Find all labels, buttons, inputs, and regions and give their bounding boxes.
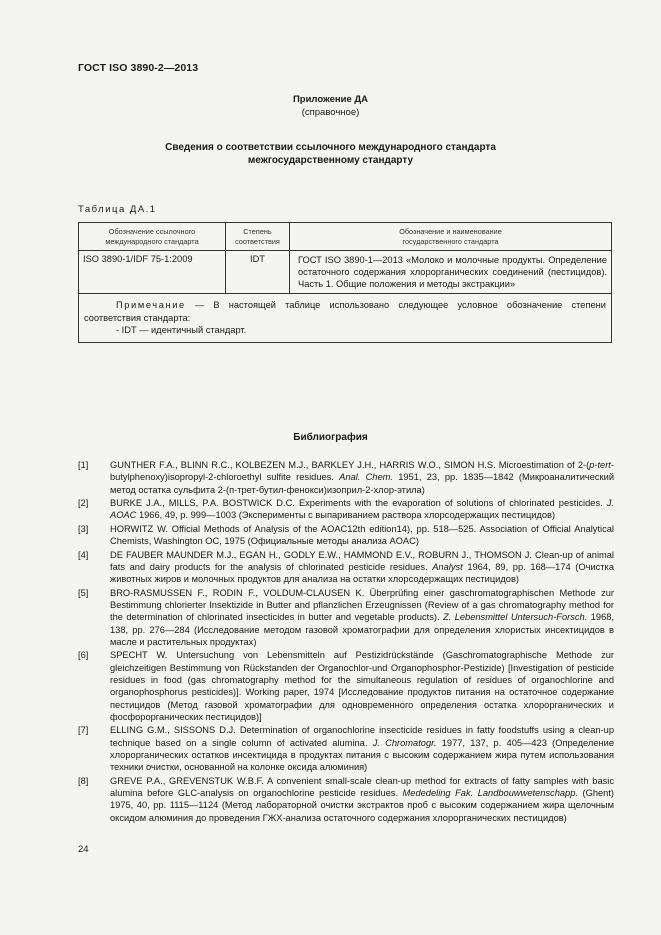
bibliography-entry-text (110, 649, 614, 723)
table-note-row (79, 294, 612, 343)
col-header-ref-line-1: Обозначение ссылочного (108, 227, 196, 236)
cell-degree: IDT (226, 251, 290, 294)
entry-text-part: ELLING G.M., SISSONS D.J. Determination of organochlorine insecticide residues in fatty foodstuffs using a clean-up technique based on a single column of activated alumina. (110, 725, 614, 748)
entry-text-part: 1968, 138, pp. 276—284 (Исследование методом газовой хроматографии для определения хлористых инсектицидов в масле и растительных продуктах) (110, 612, 614, 647)
note-label: Примечание (116, 300, 186, 310)
bibliography-entry (78, 523, 614, 548)
italic-source: Analyst (432, 561, 463, 572)
col-header-ref (79, 223, 226, 251)
bibliography-entry-text (110, 459, 614, 496)
bibliography-entry-text (110, 549, 614, 586)
entry-text-part: 1966, 49, p. 999—1003 (Эксперименты с выпариванием раствора хлорсодержащих пестицидов) (136, 510, 556, 521)
annex-subtitle: (справочное) (301, 107, 360, 118)
entry-text-part: GUNTHER F.A., BLINN R.C., KOLBEZEN M.J., BARKLEY J.H., HARRIS W.O., SIMON H.S. Microestimation of 2-( (110, 460, 590, 470)
bibliography-entry (78, 459, 614, 496)
annex-heading-line-1: Сведения о соответствии ссылочного международного стандарта (165, 142, 496, 153)
entry-text-part: GREVE P.A., GREVENSTUK W.B.F. A convenient small-scale clean-up method for extracts of fatty samples with basic alumina before GLC-analysis on organochlorine pesticide residues. (110, 775, 614, 799)
entry-text-part: DE FAUBER MAUNDER M.J., EGAN H., GODLY E.W., HAMMOND E.V., ROBURN J., THOMSON J. Clean-up of animal fats and dairy products for the analysis of chlorinated pesticide residues. (110, 549, 614, 572)
table-row (79, 251, 612, 294)
italic-source: Z. Lebensmittel Untersuch-Forsch. (443, 612, 588, 623)
col-header-national (290, 223, 612, 251)
annex-heading (120, 141, 541, 167)
italic-source: p-tert (589, 460, 611, 470)
bibliography-entry-number: [6] (78, 650, 89, 661)
table-header-row (79, 223, 612, 251)
col-header-ref-line-2: международного стандарта (105, 236, 199, 246)
col-header-degree-line-1: Степень (243, 227, 272, 236)
page-number: 24 (78, 844, 89, 855)
italic-source: Anal. Chem. (339, 472, 393, 483)
annex-title: Приложение ДА (292, 94, 369, 105)
entry-text-part: -butylphenoxy)isopropyl-2-chloroethyl sulfite residues. (110, 460, 614, 483)
entry-text-part: 1964, 89, pp. 168—174 (Очистка животных жиров и молочных продуктов для анализа на остатки хлорсодержащих пестицидов) (110, 561, 614, 585)
col-header-degree-line-2: соответствия (235, 236, 280, 246)
entry-text-part: 1951, 23, pp. 1835—1842 (Микроаналитический метод остатка сульфита 2-(п-трет-бутил-фенокси)изоприл-2-хлор-этила) (110, 472, 615, 495)
bibliography-entry (78, 775, 614, 824)
bibliography-title: Библиография (293, 432, 368, 443)
italic-source: J. AOAC (110, 498, 614, 521)
note-item: - IDT — идентичный стандарт. (116, 325, 247, 335)
note-indent-2 (84, 325, 116, 335)
bibliography-entry-number: [1] (78, 460, 89, 470)
annex-heading-line-2: межгосударственному стандарту (247, 155, 414, 166)
bibliography-entry (78, 497, 614, 522)
entry-text-part: 1977, 137, p. 405—423 (Определение хлорорганических остатков инсектицида в продуктах питания с высоким содержанием жира путем использования техники очистки, основанной на колонке оксида алюминия) (110, 737, 614, 773)
bibliography-entry-text (110, 587, 614, 648)
bibliography-entry-number: [5] (78, 587, 89, 598)
bibliography-entry-text (110, 775, 614, 824)
bibliography-list (78, 459, 614, 825)
entry-text-part: SPECHT W. Untersuchung von Lebensmitteln auf Pestizidrückstände (Gaschromatographische Methode zur gleichzeitigen Bestimmung von Rückstanden der Organochlor-und Organophosphor-Pestizide) [Investigation of pesticide residues in food (gas chromatography method for the simultaneous regulation of residues of organochlorine and organophosphorus pesticides)]. Working paper, 1974 [Исследование продуктов питания на остаточное содержание пестицидов (Метод газовой хроматографии для одновременного определения остатка хлорорганических и фосфорорганических пестицидов)] (110, 650, 614, 722)
col-header-degree (226, 223, 290, 251)
italic-source: J. Chromatogr. (372, 737, 437, 748)
bibliography-entry (78, 549, 614, 586)
bibliography-entry-number: [3] (78, 523, 89, 534)
bibliography-entry-number: [2] (78, 498, 89, 509)
bibliography-entry-text (110, 523, 614, 548)
bibliography-entry (78, 724, 614, 773)
bibliography-entry (78, 587, 614, 648)
cell-ref: ISO 3890-1/IDF 75-1:2009 (79, 251, 226, 294)
bibliography-entry-text (110, 497, 614, 522)
correspondence-table (78, 222, 612, 343)
annex-header (0, 93, 661, 119)
note-text: — В настоящей таблице использовано следующее условное обозначение степени соответствия стандарта: (84, 300, 606, 323)
bibliography-entry (78, 649, 614, 723)
col-header-national-line-2: государственного стандарта (402, 236, 499, 246)
bibliography-entry-text (110, 724, 614, 773)
entry-text-part: BRO-RASMUSSEN F., RODIN F., VOLDUM-CLAUSEN K. Überprüfing einer gaschromatographischen Methode zur Bestimmung chlorierter Insektizide in Butter and pflanzlichen Erzeugnissen (Review of a gas chromatography method for the determination of chlorinated insecticides in butter and vegetable products). (110, 587, 614, 623)
table-note (79, 294, 612, 343)
col-header-national-line-1: Обозначение и наименование (399, 227, 502, 236)
cell-national: ГОСТ ISO 3890-1—2013 «Молоко и молочные продукты. Определение остаточного содержания хлорорганических соединений (пестицидов). Часть 1. Общие положения и методы экстракции» (290, 251, 612, 294)
italic-source: Mededeling Fak. Landbouwwetenschapp. (402, 788, 578, 799)
table-caption: Таблица ДА.1 (78, 204, 157, 215)
standard-code: ГОСТ ISO 3890-2—2013 (78, 62, 199, 74)
bibliography-entry-number: [4] (78, 549, 89, 560)
bibliography-entry-number: [7] (78, 725, 89, 736)
entry-text-part: BURKE J.A., MILLS, P.A. BOSTWICK D.C. Experiments with the evaporation of solutions of chlorinated pesticides. (110, 498, 607, 509)
note-indent (84, 300, 116, 310)
entry-text-part: HORWITZ W. Official Methods of Analysis of the AOAC12th edition14), pp. 518—525. Association of Official Analytical Chemists, Washington OC, 1975 (Официальные методы анализа AOAC) (110, 523, 614, 547)
bibliography-entry-number: [8] (78, 775, 89, 786)
entry-text-part: (Ghent) 1975, 40, pp. 1115—1124 (Метод лабораторной очистки экстрактов проб с высоким содержанием жира щелочным оксидом алюминия до проведения ГЖХ-анализа остаточного содержания хлорорганических пестицидов) (110, 788, 615, 823)
